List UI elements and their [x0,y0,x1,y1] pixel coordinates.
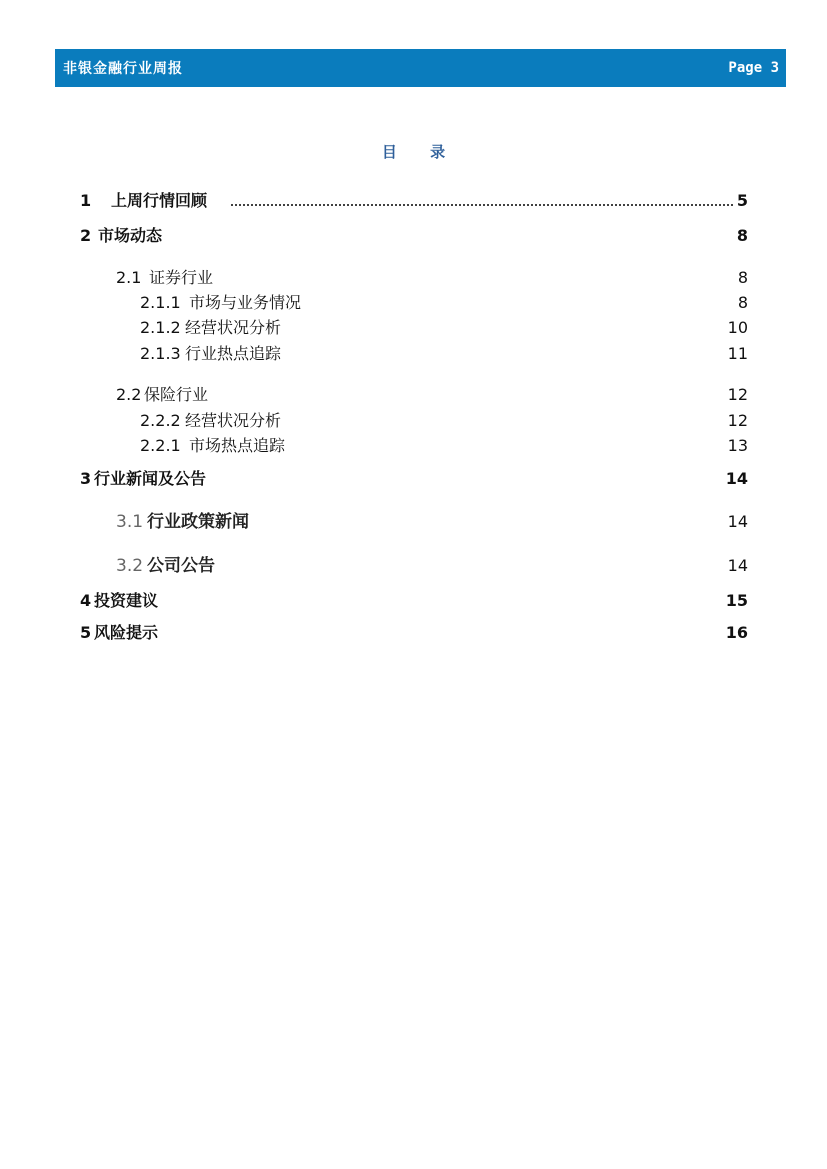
toc-entry-number: 2.2 [116,385,142,404]
toc-entry-number: 5 [80,623,92,642]
toc-entry-page: 8 [737,268,748,287]
header-bar [55,49,786,87]
toc-entry-page: 14 [725,469,748,488]
toc-entry-number: 1 [80,191,92,210]
toc-entry-number: 3 [80,469,92,488]
toc-entry-number: 3.1 [116,512,144,532]
toc-entry[interactable] [0,410,827,432]
toc-entry[interactable] [0,590,827,612]
toc-entry-label: 行业新闻及公告 [94,469,207,488]
toc-entry[interactable] [0,292,827,314]
toc-entry-label: 公司公告 [147,556,215,576]
toc-entry-page: 11 [727,344,748,363]
toc-entry-label: 市场动态 [98,226,163,245]
toc-entry-number: 2.2.1 [140,436,181,455]
toc-entry-page: 14 [727,512,748,531]
toc-entry[interactable] [0,511,827,533]
toc-entry-page: 5 [736,191,748,210]
toc-entry[interactable] [0,267,827,289]
toc-entry-number: 2.2.2 [140,411,181,430]
report-title: 非银金融行业周报 [63,61,183,77]
toc-entry[interactable] [0,317,827,339]
toc-entry-label: 投资建议 [94,591,159,610]
toc-entry-label: 保险行业 [144,385,209,404]
toc-entry-page: 10 [727,318,748,337]
toc-entry[interactable] [0,384,827,406]
toc-entry-page: 15 [725,591,748,610]
toc-entry-page: 8 [737,293,748,312]
toc-entry-page: 13 [727,436,748,455]
toc-entry-label: 行业政策新闻 [147,512,249,532]
toc-entry[interactable] [0,468,827,490]
toc-entry-label: 经营状况分析 [185,411,282,430]
toc-entry-label: 证券行业 [149,268,214,287]
toc-entry[interactable] [0,435,827,457]
toc-entry-page: 14 [727,556,748,575]
toc-entry-number: 2.1.3 [140,344,181,363]
toc-entry-page: 12 [727,385,748,404]
toc-entry-number: 2 [80,226,92,245]
toc-entry[interactable] [0,555,827,577]
toc-entry-page: 16 [725,623,748,642]
toc-entry-number: 2.1.1 [140,293,181,312]
toc-entry[interactable] [0,343,827,365]
toc-entry-label: 上周行情回顾 [111,191,208,210]
page-number: Page 3 [728,60,779,76]
toc-entry-page: 8 [736,226,748,245]
toc-entry-page: 12 [727,411,748,430]
toc-entry-number: 2.1.2 [140,318,181,337]
toc-entry-label: 市场热点追踪 [189,436,286,455]
toc-title: 目 录 [381,143,460,161]
toc-entry[interactable] [0,190,827,212]
toc-entry-number: 4 [80,591,92,610]
toc-entry-label: 行业热点追踪 [185,344,282,363]
toc-entry-number: 3.2 [116,556,144,576]
toc-leader-dots [230,204,735,206]
toc-entry-label: 风险提示 [94,623,159,642]
toc-entry[interactable] [0,622,827,644]
toc-entry-label: 市场与业务情况 [189,293,302,312]
toc-entry[interactable] [0,225,827,247]
toc-entry-label: 经营状况分析 [185,318,282,337]
toc-entry-number: 2.1 [116,268,142,287]
